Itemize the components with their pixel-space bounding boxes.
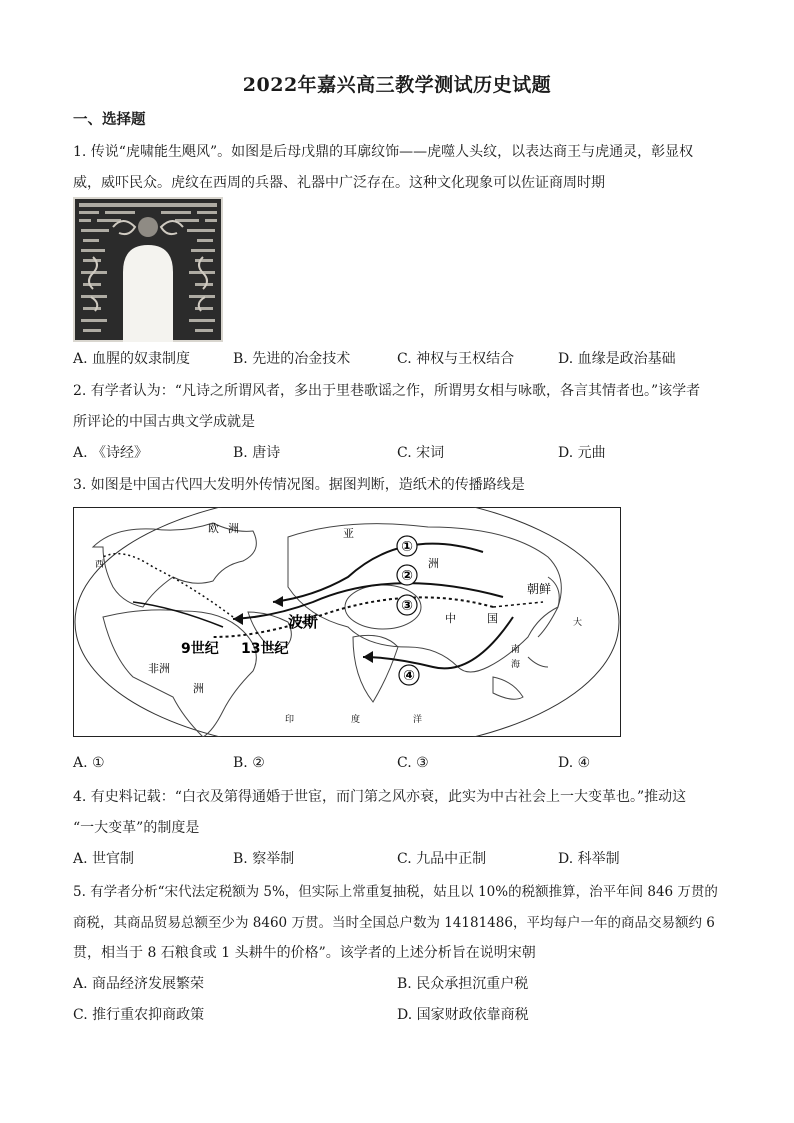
q5-option-a[interactable]: A. 商品经济发展繁荣 [73, 976, 205, 992]
map-label-africa-2: 洲 [193, 682, 204, 695]
q5-option-b[interactable]: B. 民众承担沉重户税 [397, 976, 529, 992]
q4-option-b[interactable]: B. 察举制 [233, 851, 295, 867]
q5-option-c[interactable]: C. 推行重农抑商政策 [73, 1007, 205, 1023]
q2-option-d[interactable]: D. 元曲 [558, 445, 606, 461]
q1-stem-line2: 威，威吓民众。虎纹在西周的兵器、礼器中广泛存在。这种文化现象可以佐证商周时期 [73, 175, 605, 191]
map-label-south-sea: 南 [511, 645, 521, 655]
q1-bronze-ornament-image [73, 197, 223, 346]
route-2-label: ② [401, 568, 413, 584]
map-label-asia: 亚 [343, 527, 354, 540]
q1-stem-line1: 1. 传说“虎啸能生飓风”。如图是后母戊鼎的耳廓纹饰——虎噬人头纹，以表达商王与虎通灵，彰显权 [73, 144, 694, 160]
map-label-9th-century: 9世纪 [181, 641, 219, 657]
route-1-label: ① [401, 539, 413, 555]
q2-stem-line1: 2. 有学者认为：“凡诗之所谓风者，多出于里巷歌谣之作，所谓男女相与咏歌，各言其情者也。”该学者 [73, 383, 701, 399]
map-label-13th-century: 13世纪 [241, 641, 289, 657]
q3-stem-line1: 3. 如图是中国古代四大发明外传情况图。据图判断，造纸术的传播路线是 [73, 477, 525, 493]
map-label-china-2: 国 [487, 612, 498, 625]
q3-option-c[interactable]: C. ③ [397, 755, 429, 771]
section-heading: 一、选择题 [73, 111, 146, 128]
map-label-indian-ocean-2: 度 [351, 715, 361, 725]
q3-option-b[interactable]: B. ② [233, 755, 265, 771]
route-4-label: ④ [403, 668, 415, 684]
q5-stem-line2: 商税，其商品贸易总额至少为 8460 万贯。当时全国总户数为 14181486，平均每户一年的商品交易额约 6 [73, 915, 715, 931]
map-label-west: 西 [95, 560, 105, 570]
q3-option-d[interactable]: D. ④ [558, 755, 591, 771]
q3-inventions-map [73, 507, 621, 741]
q1-option-b[interactable]: B. 先进的冶金技术 [233, 351, 351, 367]
map-label-persia: 波斯 [288, 613, 319, 631]
q4-option-c[interactable]: C. 九品中正制 [397, 851, 487, 867]
map-label-korea: 朝鲜 [527, 582, 552, 596]
q2-stem-line2: 所评论的中国古典文学成就是 [73, 414, 255, 430]
q5-stem-line3: 贯，相当于 8 石粮食或 1 头耕牛的价格”。该学者的上述分析旨在说明宋朝 [73, 945, 536, 961]
q1-option-d[interactable]: D. 血缘是政治基础 [558, 351, 676, 367]
map-label-europe: 欧 [208, 522, 219, 535]
q2-option-a[interactable]: A. 《诗经》 [73, 445, 149, 461]
q5-option-d[interactable]: D. 国家财政依靠商税 [397, 1007, 529, 1023]
q5-stem-line1: 5. 有学者分析“宋代法定税额为 5%，但实际上常重复抽税，姑且以 10%的税额推算，治平年间 846 万贯的 [73, 884, 718, 900]
map-label-indian-ocean-3: 洋 [413, 715, 423, 725]
q2-option-b[interactable]: B. 唐诗 [233, 445, 281, 461]
page-title: 2022年嘉兴高三教学测试历史试题 [242, 74, 552, 96]
q4-option-a[interactable]: A. 世官制 [73, 851, 135, 867]
q4-stem-line1: 4. 有史料记载：“白衣及第得通婚于世宦，而门第之风亦衰，此实为中古社会上一大变革也。”推动这 [73, 789, 687, 805]
route-3-label: ③ [401, 598, 413, 614]
map-label-china: 中 [445, 612, 456, 625]
map-label-japan: 大 [573, 618, 583, 628]
q4-option-d[interactable]: D. 科举制 [558, 851, 620, 867]
map-label-south-sea-2: 海 [511, 660, 521, 670]
q2-option-c[interactable]: C. 宋词 [397, 445, 445, 461]
q1-option-c[interactable]: C. 神权与王权结合 [397, 351, 515, 367]
q1-option-a[interactable]: A. 血腥的奴隶制度 [73, 351, 191, 367]
map-label-indian-ocean: 印 [285, 715, 295, 725]
q4-stem-line2: “一大变革”的制度是 [73, 820, 200, 836]
map-label-africa: 非洲 [148, 662, 170, 675]
q3-option-a[interactable]: A. ① [73, 755, 105, 771]
map-label-europe-2: 洲 [228, 522, 239, 535]
map-label-asia-2: 洲 [428, 557, 439, 570]
